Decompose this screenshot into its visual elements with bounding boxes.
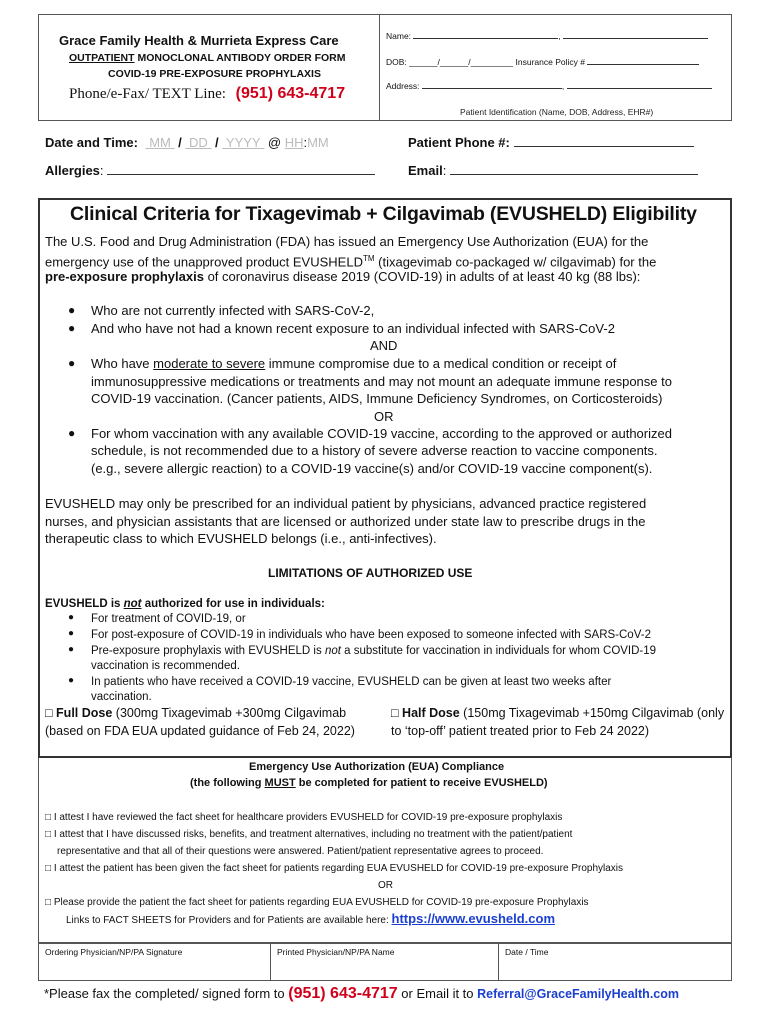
criteria-bullet-3: Who have moderate to severe immune compromise due to a medical condition or receipt of: [91, 356, 617, 371]
criteria-bullet-1: Who are not currently infected with SARS-CoV-2,: [91, 303, 375, 318]
bullet-icon: ●: [68, 321, 76, 335]
checkbox-icon: □: [391, 706, 399, 720]
intro-line-1: The U.S. Food and Drug Administration (FDA) has issued an Emergency Use Authorization (EUA) for the: [45, 234, 649, 249]
checkbox-icon: □: [45, 706, 53, 720]
intro-line-2: emergency use of the unapproved product EVUSHELD™ (tixagevimab co-packaged w/ cilgavimab) for the: [45, 254, 657, 270]
provide-fact-sheet-checkbox[interactable]: □ Please provide the patient the fact sheet for patients regarding EUA EVUSHELD for COVID-19 pre-exposure Prophylaxis: [45, 897, 589, 908]
bullet-icon: ●: [68, 628, 75, 639]
contact-line: Phone/e-Fax/ TEXT Line: (951) 643-4717: [69, 85, 346, 102]
bullet-icon: ●: [68, 644, 75, 655]
allergies-field[interactable]: Allergies:: [45, 163, 375, 178]
criteria-bullet-3-line-3: COVID-19 vaccination. (Cancer patients, AIDS, Immune Deficiency Syndromes, on Corticosteroids): [91, 391, 663, 406]
full-dose-note: (based on FDA EUA updated guidance of Feb 24, 2022): [45, 724, 355, 738]
limitation-4-line-2: vaccination.: [91, 691, 152, 703]
fact-sheet-links: Links to FACT SHEETS for Providers and for Patients are available here: https://www.evusheld.com: [66, 911, 556, 926]
or-connector: OR: [374, 409, 394, 424]
attest-given-checkbox[interactable]: □ I attest the patient has been given the fact sheet for patients regarding EUA EVUSHELD for COVID-19 pre-exposure Prophylaxis: [45, 863, 624, 874]
limitation-1: For treatment of COVID-19, or: [91, 613, 246, 625]
bullet-icon: ●: [68, 303, 76, 317]
patient-id-note: Patient Identification (Name, DOB, Address, EHR#): [460, 107, 654, 117]
referral-email-link[interactable]: Referral@GraceFamilyHealth.com: [477, 987, 679, 1001]
limitations-title: LIMITATIONS OF AUTHORIZED USE: [268, 566, 473, 580]
bullet-icon: ●: [68, 675, 75, 686]
prescriber-paragraph-line-1: EVUSHELD may only be prescribed for an individual patient by physicians, advanced practice registered: [45, 496, 647, 511]
limitation-2: For post-exposure of COVID-19 in individuals who have been exposed to someone infected with SARS-CoV-2: [91, 629, 651, 641]
physician-signature-cell[interactable]: Ordering Physician/NP/PA Signature: [39, 944, 271, 980]
contact-number: (951) 643-4717: [235, 85, 346, 102]
prescriber-paragraph-line-2: nurses, and physician assistants that are licensed or authorized under state law to prescribe drugs in the: [45, 514, 646, 529]
full-dose-option[interactable]: □ Full Dose (300mg Tixagevimab +300mg Cilgavimab: [45, 706, 347, 720]
limitation-4: In patients who have received a COVID-19 vaccine, EVUSHELD can be given at least two weeks after: [91, 676, 612, 688]
criteria-title: Clinical Criteria for Tixagevimab + Cilgavimab (EVUSHELD) Eligibility: [70, 203, 697, 225]
intro-line-3: pre-exposure prophylaxis of coronavirus disease 2019 (COVID-19) in adults of at least 40 kg (88 lbs):: [45, 269, 641, 284]
eua-or-connector: OR: [378, 880, 393, 891]
patient-identification-box: [380, 14, 732, 121]
patient-address-field[interactable]: Address: ,: [386, 81, 712, 91]
attest-reviewed-checkbox[interactable]: □ I attest I have reviewed the fact sheet for healthcare providers EVUSHELD for COVID-19 pre-exposure prophylaxis: [45, 812, 563, 823]
date-time-cell[interactable]: Date / Time: [505, 947, 549, 957]
bullet-icon: ●: [68, 426, 76, 440]
limitations-intro: EVUSHELD is not authorized for use in individuals:: [45, 598, 325, 610]
half-dose-option[interactable]: □ Half Dose (150mg Tixagevimab +150mg Cilgavimab (only: [391, 706, 725, 720]
date-time-field[interactable]: Date and Time: MM / DD / YYYY @ HH:MM: [45, 135, 329, 150]
order-form-title: OUTPATIENT MONOCLONAL ANTIBODY ORDER FORM: [69, 52, 346, 64]
printed-name-cell[interactable]: Printed Physician/NP/PA Name: [271, 944, 499, 980]
eua-title: Emergency Use Authorization (EUA) Compliance: [249, 761, 505, 773]
patient-phone-field[interactable]: Patient Phone #:: [408, 135, 694, 150]
prescriber-paragraph-line-3: therapeutic class to which EVUSHELD belongs (i.e., anti-infectives).: [45, 531, 437, 546]
signature-row: [38, 943, 732, 981]
eua-subtitle: (the following MUST be completed for patient to receive EVUSHELD): [190, 777, 548, 789]
dob-insurance-field[interactable]: DOB: ______/______/_________ Insurance Policy #: [386, 57, 699, 67]
attest-discussed-line-2: representative and that all of their questions were answered. Patient/patient representative agrees to proceed.: [57, 846, 544, 857]
limitation-3-line-2: vaccination is recommended.: [91, 660, 240, 672]
criteria-bullet-2: And who have not had a known recent exposure to an individual infected with SARS-CoV-2: [91, 321, 615, 336]
bullet-icon: ●: [68, 612, 75, 623]
half-dose-note: to ‘top-off’ patient treated prior to Feb 24 2022): [391, 724, 650, 738]
and-connector: AND: [370, 338, 398, 353]
criteria-bullet-4-line-2: schedule, is not recommended due to a history of severe adverse reaction to vaccine components.: [91, 443, 658, 458]
criteria-bullet-3-line-2: immunosuppressive medications or treatments and may not mount an adequate immune response to: [91, 374, 672, 389]
limitation-3: Pre-exposure prophylaxis with EVUSHELD is not a substitute for vaccination in individuals for whom COVID-19: [91, 645, 657, 657]
criteria-bullet-4: For whom vaccination with any available COVID-19 vaccine, according to the approved or authorized: [91, 426, 672, 441]
evusheld-link[interactable]: https://www.evusheld.com: [391, 911, 556, 926]
email-field[interactable]: Email:: [408, 163, 698, 178]
bullet-icon: ●: [68, 356, 76, 370]
criteria-bullet-4-line-3: (e.g., severe allergic reaction) to a COVID-19 vaccine(s) and/or COVID-19 vaccine component(s).: [91, 461, 653, 476]
form-subtitle: COVID-19 PRE-EXPOSURE PROPHYLAXIS: [108, 68, 321, 80]
patient-name-field[interactable]: Name: ,: [386, 31, 708, 41]
attest-discussed-checkbox[interactable]: □ I attest that I have discussed risks, benefits, and treatment alternatives, including no treatment with the patient/patient: [45, 829, 573, 840]
clinic-name: Grace Family Health & Murrieta Express Care: [59, 33, 339, 48]
header-box: [38, 14, 380, 121]
fax-number: (951) 643-4717: [288, 985, 398, 1002]
footer-instructions: *Please fax the completed/ signed form to (951) 643-4717 or Email it to Referral@GraceFamilyHealth.com: [44, 985, 679, 1002]
